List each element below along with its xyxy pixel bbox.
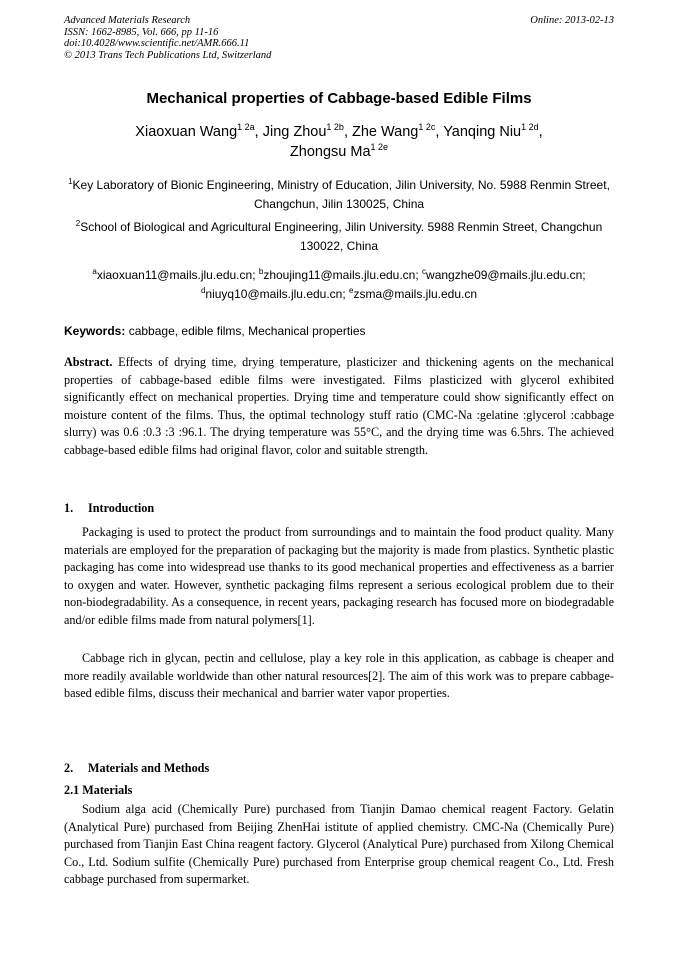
keywords-label: Keywords: (64, 324, 126, 338)
author-sup: 1 2c (418, 122, 436, 132)
section-number: 2. (64, 761, 74, 775)
section-heading-introduction (64, 500, 154, 517)
keywords (64, 323, 614, 340)
author-sup: 1 2d (521, 122, 539, 132)
section-title: Introduction (88, 501, 155, 515)
affiliation-sup: 1 (68, 177, 73, 186)
affiliation-text: Key Laboratory of Bionic Engineering, Ministry of Education, Jilin University, No. 5988 Renmin Street, Changchun, Jilin 130025, China (72, 178, 610, 211)
journal-name: Advanced Materials Research (64, 15, 191, 26)
journal-header (64, 15, 271, 61)
email-sup: c (422, 267, 427, 276)
journal-copyright: © 2013 Trans Tech Publications Ltd, Switzerland (64, 49, 272, 61)
author-separator: , (254, 124, 263, 140)
section-title: Materials and Methods (88, 761, 210, 775)
author-sup: 1 2e (370, 142, 389, 152)
email-sup: b (258, 267, 264, 276)
intro-paragraph-1: Packaging is used to protect the product from surroundings and to maintain the food product quality. Many materials are employed for the preparation of packaging but the majority is made from plastics. Synthetic plastic packaging has come into widespread use thanks to its good mechanical properties and effectiveness as a barrier to oxygen and water. However, synthetic packaging films represent a serious ecological problem due to their non-biodegradability. As a consequence, in recent years, packaging research has focused more on biodegradable and/or edible films made from natural polymers[1]. (64, 525, 614, 627)
abstract-label: Abstract. (64, 355, 113, 369)
author-sup: 1 2b (326, 122, 344, 132)
affiliation-sup: 2 (75, 219, 81, 228)
affiliation-1 (64, 176, 614, 214)
email-address: wangzhe09@mails.jlu.edu.cn; (426, 268, 586, 282)
intro-paragraph-2: Cabbage rich in glycan, pectin and cellulose, play a key role in this application, as cabbage is cheaper and more readily available worldwide than other natural resources[2]. The aim of this work was to prepare cabbage-based edible films, discuss their mechanical and barrier water vapor properties. (64, 651, 614, 700)
author-name: Zhe Wang (352, 124, 419, 140)
email-sup: d (200, 286, 206, 295)
email-sup: e (349, 286, 354, 295)
email-address: niuyq10@mails.jlu.edu.cn; (205, 287, 350, 301)
abstract (64, 354, 614, 459)
author-list (80, 122, 598, 162)
author-sup: 1 2a (237, 122, 255, 132)
affiliation-2 (64, 218, 614, 256)
author-separator: , (343, 124, 353, 140)
journal-doi: doi:10.4028/www.scientific.net/AMR.666.11 (64, 38, 250, 49)
abstract-text: Effects of drying time, drying temperature, plasticizer and thickening agents on the mechanical properties of cabbage-based edible films were investigated. Films plasticized with glycerol exhibited significantly effect on mechanical properties. Drying time and temperature could show significantly effect on moisture content of the films. Thus, the optimal technology stuff ratio (CMC-Na :gelatine :glycerol :cabbage slurry) was 0.6 :0.3 :3 :96.1. The drying temperature was 55°C, and the drying time was 6.5hrs. The achieved cabbage-based edible films had original flavor, color and suitable strength. (64, 355, 614, 457)
paper-title: Mechanical properties of Cabbage-based Edible Films (146, 90, 532, 107)
author-separator: , (435, 124, 444, 140)
subsection-heading-materials: 2.1 Materials (64, 783, 133, 797)
keywords-text: cabbage, edible films, Mechanical properties (125, 324, 366, 338)
online-date: Online: 2013-02-13 (530, 15, 614, 26)
email-sup: a (92, 267, 97, 276)
email-address: zsma@mails.jlu.edu.cn (353, 287, 478, 301)
email-list (64, 266, 614, 304)
author-name: Jing Zhou (262, 124, 327, 140)
section-heading-methods (64, 760, 209, 777)
author-name: Yanqing Niu (443, 124, 522, 140)
journal-issn: ISSN: 1662-8985, Vol. 666, pp 11-16 (64, 26, 219, 38)
author-name: Zhongsu Ma (289, 144, 371, 160)
affiliation-text: School of Biological and Agricultural Engineering, Jilin University. 5988 Renmin Street, Changchun 130022, China (80, 220, 603, 253)
author-separator: , (538, 124, 543, 140)
email-address: zhoujing11@mails.jlu.edu.cn; (263, 268, 423, 282)
email-address: xiaoxuan11@mails.jlu.edu.cn; (96, 268, 259, 282)
section-number: 1. (64, 501, 74, 515)
materials-paragraph: Sodium alga acid (Chemically Pure) purchased from Tianjin Damao chemical reagent Factory. Gelatin (Analytical Pure) purchased from Beijing ZhenHai istitute of applied chemistry. CMC-Na (Chemically Pure) purchased from Tianjin East China reagent factory. Glycerol (Analytical Pure) purchased from Xilong Chemical Co., Ltd. Sodium sulfite (Chemically Pure) purchased from Enterprise group chemical reagent Co., Ltd. Fresh cabbage purchased from supermarket. (64, 802, 614, 886)
author-name: Xiaoxuan Wang (135, 124, 238, 140)
